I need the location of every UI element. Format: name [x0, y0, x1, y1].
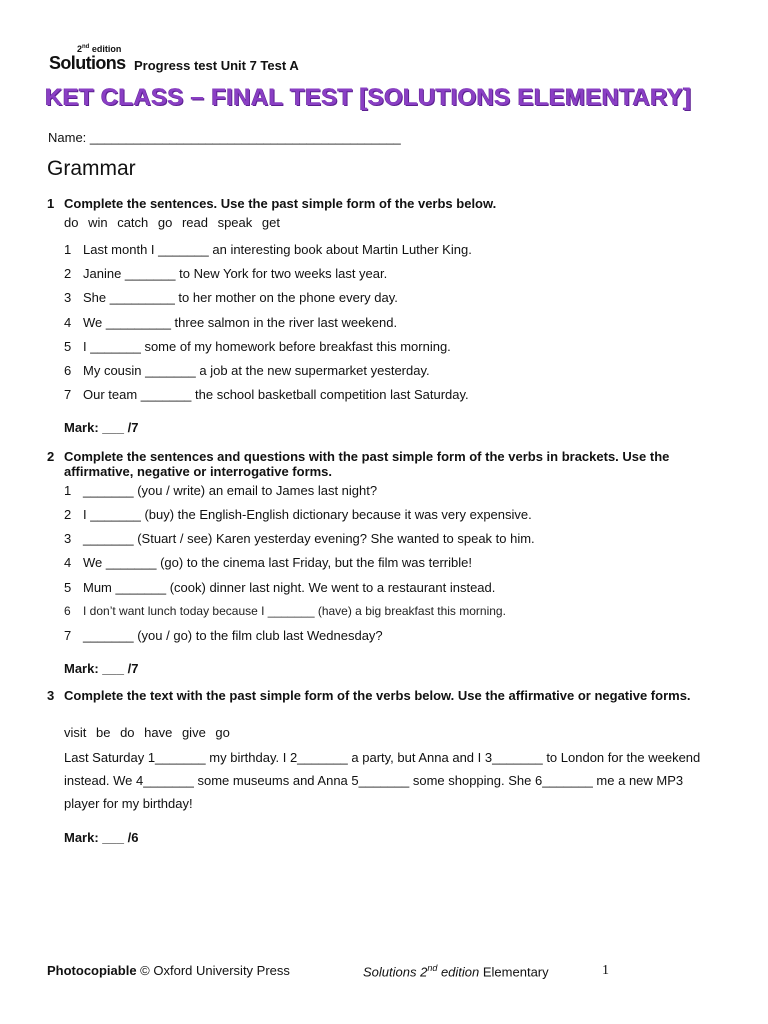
question-3-text: Last Saturday 1_______ my birthday. I 2_______ a party, but Anna and I 3_______ to London for the weekend instead. We 4_______ some museums and Anna 5_______ some shopping. She 6_______ me a new MP3 player for my birthday! [64, 750, 701, 811]
question-3-word-bank: visit be do have give go [64, 725, 230, 740]
question-1-item: 7 Our team _______ the school basketball competition last Saturday. [64, 387, 469, 402]
question-1-item: 6 My cousin _______ a job at the new supermarket yesterday. [64, 363, 430, 378]
publisher-text: © Oxford University Press [136, 963, 290, 978]
photocopiable-label: Photocopiable [47, 963, 137, 978]
main-title: KET CLASS – FINAL TEST [SOLUTIONS ELEMENTARY] [45, 84, 692, 111]
page-header [49, 44, 469, 76]
page-number: 1 [602, 963, 609, 978]
question-2-item: 5 Mum _______ (cook) dinner last night. We went to a restaurant instead. [64, 580, 496, 595]
question-2-number: 2 [47, 449, 55, 464]
question-3-mark: Mark: ___ /6 [64, 830, 139, 845]
question-2-item: 6 I don’t want lunch today because I _______ (have) a big breakfast this morning. [64, 604, 506, 618]
question-1-item: 5 I _______ some of my homework before breakfast this morning. [64, 339, 451, 354]
section-heading: Grammar [47, 157, 136, 180]
question-2-mark: Mark: ___ /7 [64, 661, 139, 676]
question-2-item: 1 _______ (you / write) an email to James last night? [64, 483, 378, 498]
header-title: Progress test Unit 7 Test A [134, 58, 299, 73]
question-1-word-bank: do win catch go read speak get [64, 215, 280, 230]
name-field-line: Name: ___________________________________________ [48, 130, 401, 145]
question-3-number: 3 [47, 688, 55, 703]
question-2-item: 3 _______ (Stuart / see) Karen yesterday evening? She wanted to speak to him. [64, 531, 535, 546]
page-footer [47, 963, 727, 978]
question-1-mark: Mark: ___ /7 [64, 420, 139, 435]
logo-wordmark: Solutions [49, 53, 126, 73]
logo-edition: 2nd edition [77, 44, 122, 54]
question-1-item: 1 Last month I _______ an interesting book about Martin Luther King. [64, 242, 472, 257]
question-1-item: 2 Janine _______ to New York for two weeks last year. [64, 266, 388, 281]
question-2-item: 7 _______ (you / go) to the film club last Wednesday? [64, 628, 383, 643]
question-2-item: 4 We _______ (go) to the cinema last Friday, but the film was terrible! [64, 555, 472, 570]
series-title: Solutions 2nd edition Elementary [363, 963, 549, 980]
question-3-instruction: Complete the text with the past simple form of the verbs below. Use the affirmative or negative forms. [64, 688, 691, 703]
question-1-item: 4 We _________ three salmon in the river last weekend. [64, 315, 398, 330]
question-1-item: 3 She _________ to her mother on the phone every day. [64, 290, 398, 305]
question-1-number: 1 [47, 196, 55, 211]
question-2-item: 2 I _______ (buy) the English-English dictionary because it was very expensive. [64, 507, 532, 522]
question-1-instruction: Complete the sentences. Use the past simple form of the verbs below. [64, 196, 497, 211]
question-2-instruction: Complete the sentences and questions with the past simple form of the verbs in brackets. Use the affirmative, negative or interrogative forms. [64, 449, 670, 479]
